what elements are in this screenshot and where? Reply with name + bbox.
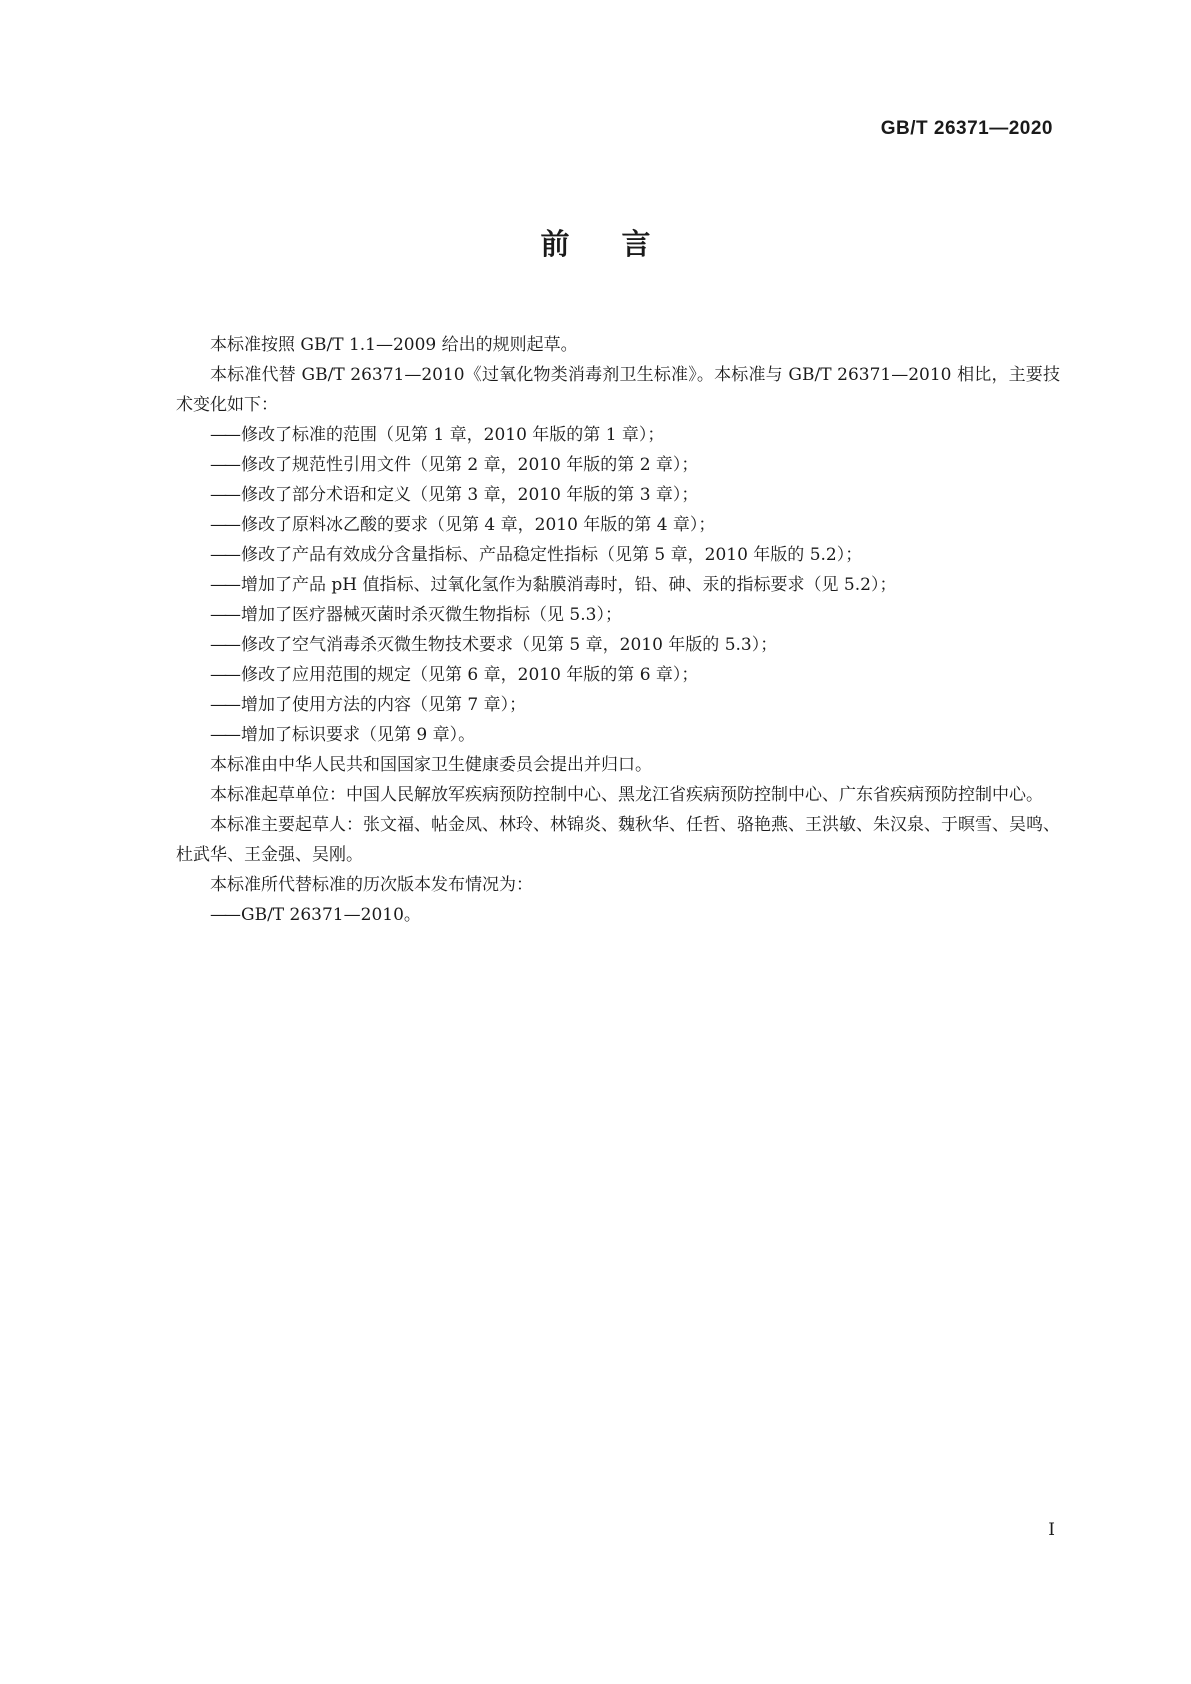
- list-item: —— 增加了标识要求（见第 9 章）。: [176, 720, 1060, 750]
- list-item: —— 修改了空气消毒杀灭微生物技术要求（见第 5 章，2010 年版的 5.3）；: [176, 630, 1060, 660]
- drafting-rules-paragraph: 本标准按照 GB/T 1.1—2009 给出的规则起草。: [210, 335, 578, 355]
- list-item: —— 修改了规范性引用文件（见第 2 章，2010 年版的第 2 章）；: [176, 450, 1060, 480]
- drafting-units-paragraph: 本标准起草单位：中国人民解放军疾病预防控制中心、黑龙江省疾病预防控制中心、广东省疾病预防控制中心。: [210, 785, 1043, 805]
- proposer-paragraph: 本标准由中华人民共和国国家卫生健康委员会提出并归口。: [210, 755, 652, 775]
- standard-code: GB/T 26371—2020: [880, 118, 1053, 139]
- list-item: —— 修改了应用范围的规定（见第 6 章，2010 年版的第 6 章）；: [176, 660, 1060, 690]
- history-list: [176, 900, 1060, 930]
- history-intro-paragraph: 本标准所代替标准的历次版本发布情况为：: [210, 875, 533, 895]
- list-item: —— 增加了产品 pH 值指标、过氧化氢作为黏膜消毒时，铅、砷、汞的指标要求（见 5.2）；: [176, 570, 1060, 600]
- drafters-paragraph: 本标准主要起草人：张文福、帖金凤、林玲、林锦炎、魏秋华、任哲、骆艳燕、王洪敏、朱汉泉、于暝雪、吴鸣、杜武华、王金强、吴刚。: [176, 815, 1060, 865]
- list-item: —— 修改了产品有效成分含量指标、产品稳定性指标（见第 5 章，2010 年版的 5.2）；: [176, 540, 1060, 570]
- foreword-body: [176, 330, 1060, 930]
- changes-list: [176, 420, 1060, 750]
- list-item: —— 修改了标准的范围（见第 1 章，2010 年版的第 1 章）；: [176, 420, 1060, 450]
- page-number: I: [1048, 1520, 1055, 1540]
- replacement-paragraph: 本标准代替 GB/T 26371—2010《过氧化物类消毒剂卫生标准》。本标准与 GB/T 26371—2010 相比，主要技术变化如下：: [176, 365, 1060, 415]
- list-item: —— 修改了部分术语和定义（见第 3 章，2010 年版的第 3 章）；: [176, 480, 1060, 510]
- list-item: —— 增加了医疗器械灭菌时杀灭微生物指标（见 5.3）；: [176, 600, 1060, 630]
- list-item: —— 修改了原料冰乙酸的要求（见第 4 章，2010 年版的第 4 章）；: [176, 510, 1060, 540]
- list-item: —— GB/T 26371—2010。: [176, 900, 1060, 930]
- page-title: 前言: [540, 227, 703, 261]
- list-item: —— 增加了使用方法的内容（见第 7 章）；: [176, 690, 1060, 720]
